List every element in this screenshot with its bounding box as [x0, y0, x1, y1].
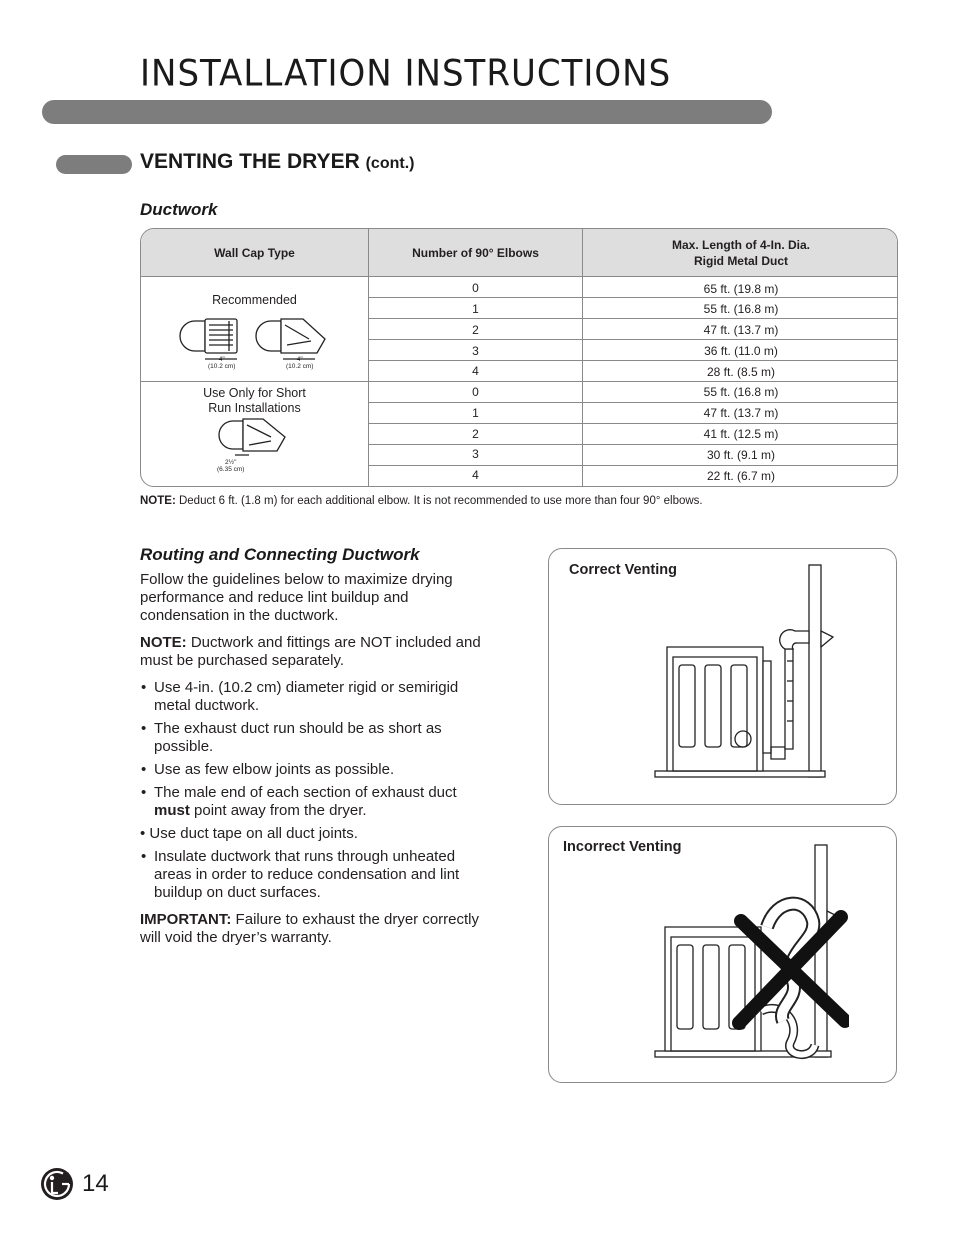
- important-label: IMPORTANT:: [140, 911, 232, 928]
- cap-type-recommended: Recommended: [212, 293, 297, 307]
- length-cell: 41 ft. (12.5 m): [703, 427, 779, 441]
- routing-intro: Follow the guidelines below to maximize drying performance and reduce lint buildup and condensation in the ductwork.: [140, 571, 453, 624]
- recommended-wall-caps-icon: [175, 315, 355, 375]
- cap-type-short-run-line1: Use Only for Short: [203, 386, 306, 400]
- cap-type-short-run-line2: Run Installations: [208, 401, 301, 415]
- routing-note-label: NOTE:: [140, 634, 187, 651]
- note-label: NOTE:: [140, 495, 176, 507]
- length-cell: 22 ft. (6.7 m): [706, 469, 776, 483]
- length-cell: 55 ft. (16.8 m): [703, 302, 779, 316]
- list-item-text: point away from the dryer.: [189, 802, 367, 819]
- elbows-cell: 1: [472, 406, 479, 420]
- list-item: • Use 4-in. (10.2 cm) diameter rigid or semirigid metal ductwork.: [140, 679, 485, 715]
- incorrect-venting-figure: [548, 826, 897, 1083]
- list-item-bold: must: [154, 802, 190, 819]
- elbows-cell: 2: [472, 427, 479, 441]
- elbows-cell: 4: [472, 364, 479, 378]
- dim-value: (10.2 cm): [208, 363, 236, 370]
- section-title-text: VENTING THE DRYER: [140, 150, 360, 173]
- note-text: Deduct 6 ft. (1.8 m) for each additional elbow. It is not recommended to use more than four 90° elbows.: [175, 495, 703, 507]
- length-cell: 28 ft. (8.5 m): [706, 365, 776, 379]
- page-number: 14: [82, 1170, 109, 1197]
- short-run-wall-cap-icon: [215, 417, 295, 457]
- routing-heading: Routing and Connecting Ductwork: [140, 545, 420, 564]
- page-title: INSTALLATION INSTRUCTIONS: [140, 52, 672, 96]
- correct-venting-figure: [548, 548, 897, 805]
- length-cell: 30 ft. (9.1 m): [706, 448, 776, 462]
- col-max-length-line2: Rigid Metal Duct: [693, 254, 788, 268]
- list-item: • Insulate ductwork that runs through unheated areas in order to reduce condensation and lint buildup on duct surfaces.: [140, 848, 485, 902]
- dim-value: 4": [218, 356, 225, 363]
- routing-note: [140, 634, 485, 670]
- lg-logo-icon: [40, 1167, 74, 1201]
- title-bar: [42, 100, 772, 124]
- section-title-cont: (cont.): [365, 155, 415, 172]
- list-item-text: The male end of each section of exhaust duct: [154, 784, 457, 801]
- important-text: Failure to exhaust the dryer correctly will void the dryer’s warranty.: [140, 911, 479, 946]
- cap-type-short-run: [141, 386, 368, 416]
- elbows-cell: 0: [472, 281, 479, 295]
- correct-venting-label: Correct Venting: [569, 562, 677, 578]
- length-cell: 36 ft. (11.0 m): [704, 344, 778, 358]
- elbows-cell: 1: [472, 302, 479, 316]
- correct-venting-illustration: [649, 561, 849, 793]
- elbows-cell: 4: [472, 468, 479, 482]
- length-cell: 47 ft. (13.7 m): [703, 323, 779, 337]
- dim-label: [286, 356, 313, 370]
- ductwork-table: [140, 228, 898, 487]
- col-max-length-line1: Max. Length of 4-In. Dia.: [671, 238, 810, 252]
- important-note: [140, 911, 485, 947]
- incorrect-venting-illustration: [649, 841, 849, 1073]
- list-item: • The exhaust duct run should be as short as possible.: [140, 720, 485, 756]
- ductwork-heading: Ductwork: [140, 200, 218, 219]
- section-title: [140, 150, 414, 174]
- length-cell: 47 ft. (13.7 m): [703, 406, 779, 420]
- list-item: • Use duct tape on all duct joints.: [140, 825, 358, 842]
- table-note: [140, 495, 703, 507]
- dim-label: [217, 459, 244, 473]
- col-elbows: Number of 90° Elbows: [412, 246, 539, 260]
- dim-value: 2½": [225, 459, 237, 466]
- col-max-length: [583, 229, 898, 277]
- dim-value: 4": [296, 356, 303, 363]
- length-cell: 55 ft. (16.8 m): [703, 385, 779, 399]
- col-wall-cap-type: Wall Cap Type: [214, 246, 295, 260]
- dim-value: (6.35 cm): [217, 466, 245, 473]
- dim-label: [208, 356, 235, 370]
- length-cell: 65 ft. (19.8 m): [703, 282, 779, 296]
- routing-guidelines: [140, 679, 485, 907]
- section-pill: [56, 155, 132, 174]
- elbows-cell: 3: [472, 447, 479, 461]
- list-item: • Use as few elbow joints as possible.: [140, 761, 485, 779]
- elbows-cell: 0: [472, 385, 479, 399]
- dim-value: (10.2 cm): [286, 363, 314, 370]
- routing-note-text: Ductwork and fittings are NOT included and must be purchased separately.: [140, 634, 481, 669]
- incorrect-venting-label: Incorrect Venting: [563, 839, 682, 855]
- list-item: [140, 784, 485, 820]
- elbows-cell: 3: [472, 344, 479, 358]
- elbows-cell: 2: [472, 323, 479, 337]
